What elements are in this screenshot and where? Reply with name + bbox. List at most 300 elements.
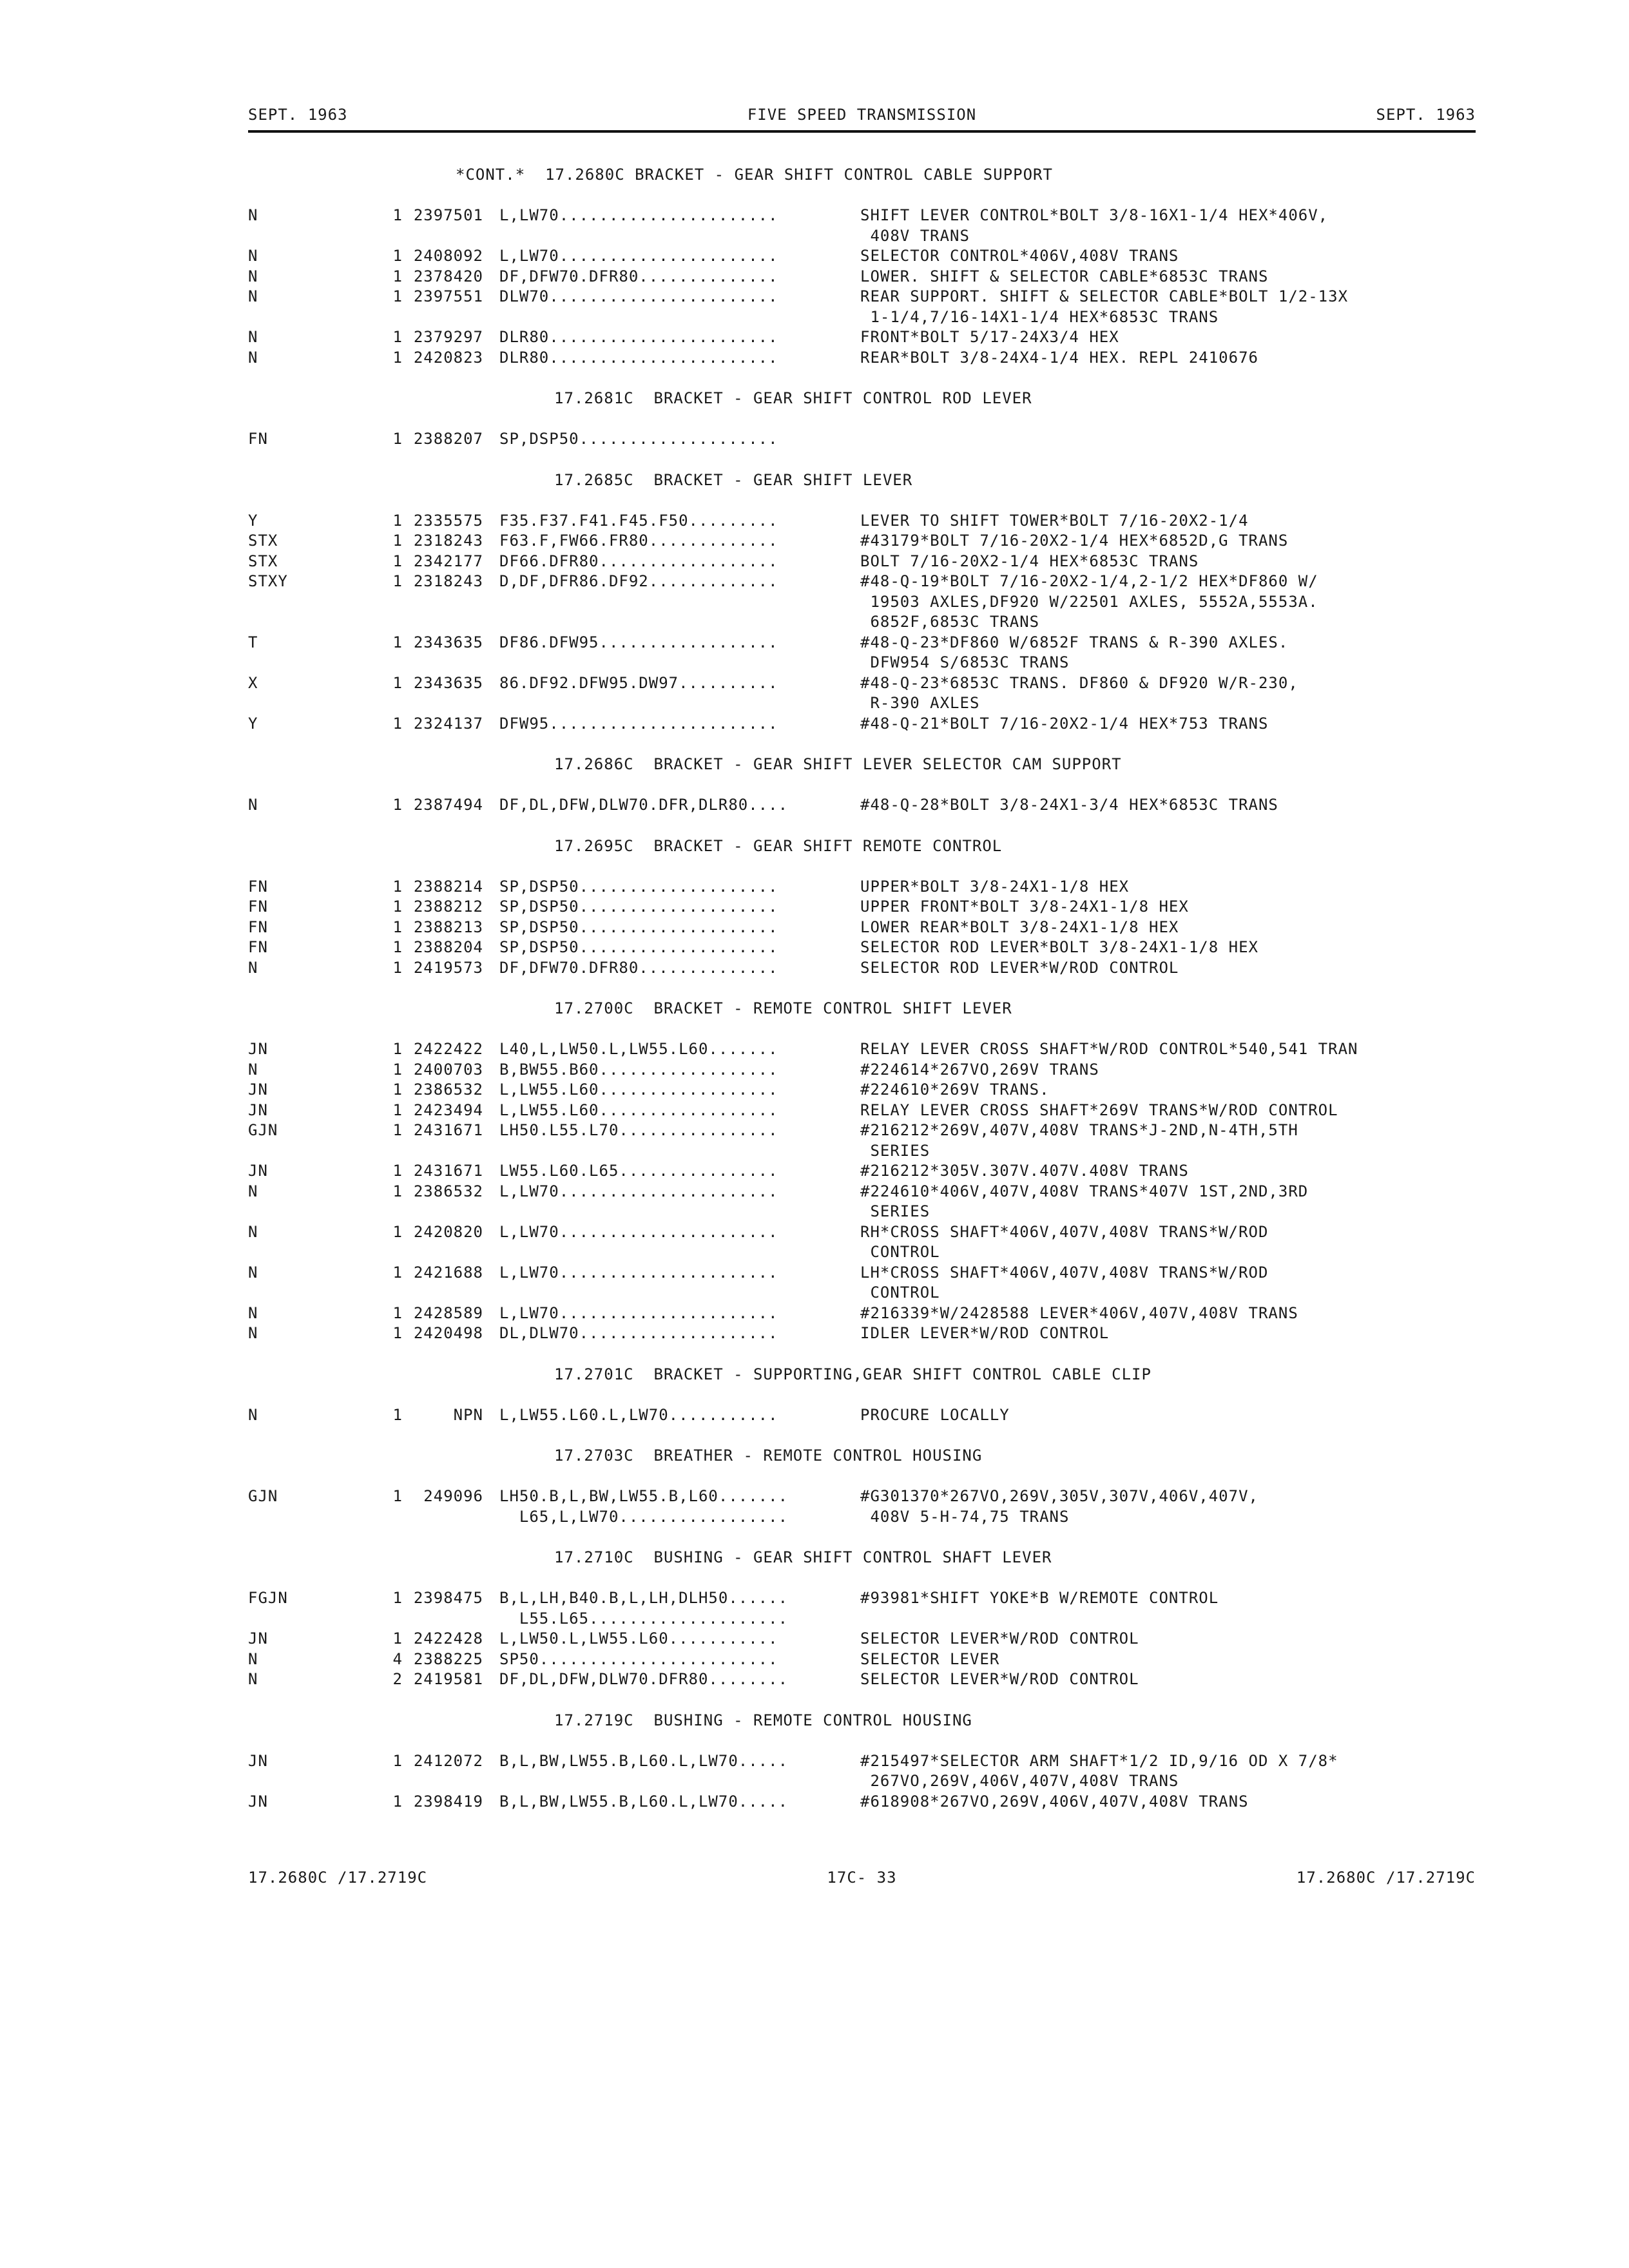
- part-number: 2388204: [413, 938, 483, 956]
- part-number: [403, 1507, 483, 1528]
- part-number: 2343635: [413, 673, 483, 692]
- part-description: LOWER REAR*BOLT 3/8-24X1-1/8 HEX: [860, 918, 1179, 936]
- part-number: 2419581: [413, 1670, 483, 1688]
- part-number: 2400703: [413, 1060, 483, 1079]
- model-list: DLR80.......................: [499, 348, 778, 367]
- part-row-continuation: [248, 693, 1476, 714]
- part-number: 2342177: [413, 552, 483, 570]
- model-list: DF,DFW70.DFR80..............: [499, 267, 778, 285]
- part-row-continuation: [248, 307, 1476, 328]
- part-row: [248, 287, 1476, 307]
- part-description: CONTROL: [860, 1243, 940, 1261]
- part-description: SELECTOR ROD LEVER*W/ROD CONTROL: [860, 958, 1179, 977]
- part-number-blank: [403, 653, 483, 673]
- model-list-blank: [483, 307, 860, 328]
- part-description: FRONT*BOLT 5/17-24X3/4 HEX: [860, 328, 1119, 346]
- part-number: 2421688: [413, 1263, 483, 1282]
- usage-code: JN: [248, 1792, 268, 1811]
- part-row: [248, 1161, 1476, 1182]
- model-list: D,DF,DFR86.DF92.............: [499, 572, 778, 590]
- usage-code: Y: [248, 714, 258, 733]
- usage-code: T: [248, 633, 258, 651]
- part-description: SELECTOR LEVER*W/ROD CONTROL: [860, 1670, 1139, 1688]
- part-number-blank: [403, 226, 483, 247]
- quantity: 1: [392, 1100, 403, 1119]
- part-row: [248, 1649, 1476, 1670]
- quantity-blank: [383, 1202, 403, 1222]
- part-description: RH*CROSS SHAFT*406V,407V,408V TRANS*W/ROD: [860, 1222, 1269, 1241]
- section-spacer: [248, 1690, 1476, 1711]
- part-description: #93981*SHIFT YOKE*B W/REMOTE CONTROL: [860, 1589, 1219, 1607]
- catalog-section: [248, 1711, 1476, 1833]
- model-list: DLW70.......................: [499, 287, 778, 305]
- usage-code-blank: [248, 1771, 383, 1792]
- usage-code: N: [248, 1263, 258, 1282]
- quantity: 1: [392, 918, 403, 936]
- part-number: 2388213: [413, 918, 483, 936]
- model-list: SP,DSP50....................: [499, 430, 778, 448]
- model-list: B,L,BW,LW55.B,L60.L,LW70.....: [499, 1792, 789, 1811]
- model-list: F35.F37.F41.F45.F50.........: [499, 511, 778, 530]
- model-list: DFW95.......................: [499, 714, 778, 733]
- part-description: PROCURE LOCALLY: [860, 1405, 1010, 1424]
- part-number: 2386532: [413, 1081, 483, 1099]
- part-row: [248, 1669, 1476, 1690]
- part-row: [248, 1507, 1476, 1528]
- usage-code: [248, 1609, 383, 1629]
- part-row: [248, 958, 1476, 979]
- quantity: 1: [392, 430, 403, 448]
- part-row: [248, 1303, 1476, 1324]
- model-list-blank: [483, 693, 860, 714]
- part-description: #224610*269V TRANS.: [860, 1081, 1050, 1099]
- part-description: #224610*406V,407V,408V TRANS*407V 1ST,2ND,3RD: [860, 1182, 1309, 1200]
- part-row-continuation: [248, 1141, 1476, 1162]
- part-description: #224614*267VO,269V TRANS: [860, 1060, 1099, 1079]
- usage-code: JN: [248, 1751, 268, 1770]
- usage-code: N: [248, 796, 258, 814]
- model-list: DLR80.......................: [499, 328, 778, 346]
- quantity-blank: [383, 653, 403, 673]
- model-list: L55.L65....................: [499, 1609, 789, 1628]
- model-list: DF66.DFR80..................: [499, 552, 778, 570]
- usage-code: [248, 1507, 383, 1528]
- usage-code: N: [248, 267, 258, 285]
- usage-code: STXY: [248, 572, 288, 590]
- part-description: #216212*305V.307V.407V.408V TRANS: [860, 1162, 1189, 1180]
- part-description: R-390 AXLES: [860, 694, 980, 712]
- part-description: #48-Q-19*BOLT 7/16-20X2-1/4,2-1/2 HEX*DF860 W/: [860, 572, 1318, 590]
- quantity: 1: [392, 633, 403, 651]
- part-number: 249096: [423, 1487, 483, 1505]
- usage-code-blank: [248, 226, 383, 247]
- quantity: [383, 1609, 403, 1629]
- model-list: DL,DLW70....................: [499, 1324, 778, 1342]
- part-row: [248, 1039, 1476, 1060]
- model-list: DF86.DFW95..................: [499, 633, 778, 651]
- model-list: L65,L,LW70.................: [499, 1507, 789, 1526]
- part-description: UPPER*BOLT 3/8-24X1-1/8 HEX: [860, 877, 1130, 896]
- part-number: 2431671: [413, 1121, 483, 1139]
- quantity-blank: [383, 1242, 403, 1263]
- usage-code: FN: [248, 430, 268, 448]
- part-number: 2431671: [413, 1162, 483, 1180]
- quantity: 1: [392, 1792, 403, 1811]
- quantity: 1: [392, 1040, 403, 1058]
- part-description: RELAY LEVER CROSS SHAFT*269V TRANS*W/ROD CONTROL: [860, 1100, 1338, 1119]
- section-title: 17.2685C BRACKET - GEAR SHIFT LEVER: [554, 470, 913, 489]
- quantity: 1: [392, 1121, 403, 1139]
- model-list: L,LW70......................: [499, 1222, 778, 1241]
- part-description: #48-Q-28*BOLT 3/8-24X1-3/4 HEX*6853C TRANS: [860, 796, 1278, 814]
- part-row: [248, 552, 1476, 572]
- quantity: 1: [392, 958, 403, 977]
- part-number: 2388207: [413, 430, 483, 448]
- usage-code: N: [248, 206, 258, 224]
- part-number: 2388225: [413, 1649, 483, 1668]
- model-list: L,LW70......................: [499, 1263, 778, 1282]
- quantity: 1: [392, 1324, 403, 1342]
- part-description: SERIES: [860, 1141, 930, 1160]
- catalog-section: [248, 1446, 1476, 1548]
- part-row: [248, 327, 1476, 348]
- quantity: 1: [392, 1222, 403, 1241]
- part-number: 2428589: [413, 1303, 483, 1322]
- part-row: [248, 1100, 1476, 1121]
- section-title: 17.2703C BREATHER - REMOTE CONTROL HOUSING: [554, 1446, 983, 1465]
- part-number: 2423494: [413, 1100, 483, 1119]
- usage-code: N: [248, 1060, 258, 1079]
- part-number-blank: [403, 693, 483, 714]
- section-spacer: [248, 1812, 1476, 1832]
- part-description: LEVER TO SHIFT TOWER*BOLT 7/16-20X2-1/4: [860, 511, 1249, 530]
- part-description: LH*CROSS SHAFT*406V,407V,408V TRANS*W/ROD: [860, 1263, 1269, 1282]
- part-description: BOLT 7/16-20X2-1/4 HEX*6853C TRANS: [860, 552, 1199, 570]
- part-description: LOWER. SHIFT & SELECTOR CABLE*6853C TRANS: [860, 267, 1269, 285]
- part-number-blank: [403, 1202, 483, 1222]
- part-number-blank: [403, 612, 483, 633]
- usage-code: FN: [248, 938, 268, 956]
- section-title: 17.2681C BRACKET - GEAR SHIFT CONTROL ROD LEVER: [554, 389, 1032, 407]
- section-spacer: [248, 734, 1476, 754]
- quantity: 1: [392, 1060, 403, 1079]
- model-list-blank: [483, 592, 860, 613]
- part-number: 2412072: [413, 1751, 483, 1770]
- model-list: SP50........................: [499, 1649, 778, 1668]
- usage-code: JN: [248, 1162, 268, 1180]
- part-description: #G301370*267VO,269V,305V,307V,406V,407V,: [860, 1487, 1258, 1505]
- usage-code: N: [248, 1222, 258, 1241]
- part-description: 19503 AXLES,DF920 W/22501 AXLES, 5552A,5553A.: [860, 592, 1318, 611]
- part-description: [860, 429, 1476, 450]
- part-row: [248, 1629, 1476, 1649]
- part-number: 2318243: [413, 572, 483, 590]
- usage-code-blank: [248, 1242, 383, 1263]
- section-spacer: [248, 368, 1476, 389]
- model-list-blank: [483, 1141, 860, 1162]
- usage-code: N: [248, 1324, 258, 1342]
- usage-code: JN: [248, 1040, 268, 1058]
- section-title: 17.2686C BRACKET - GEAR SHIFT LEVER SELECTOR CAM SUPPORT: [554, 755, 1122, 773]
- header-rule: [248, 130, 1476, 133]
- part-number: 2420823: [413, 348, 483, 367]
- quantity: 1: [392, 511, 403, 530]
- part-description: 6852F,6853C TRANS: [860, 613, 1040, 631]
- quantity: 1: [392, 1303, 403, 1322]
- part-row-continuation: [248, 1242, 1476, 1263]
- footer-range-right: 17.2680C /17.2719C: [1296, 1869, 1476, 1887]
- model-list: DF,DL,DFW,DLW70.DFR80........: [499, 1670, 789, 1688]
- part-description: CONTROL: [860, 1283, 940, 1302]
- model-list-blank: [483, 226, 860, 247]
- part-row: [248, 267, 1476, 287]
- quantity: 1: [392, 1405, 403, 1424]
- model-list: L40,L,LW50.L,LW55.L60.......: [499, 1040, 778, 1058]
- quantity: 1: [392, 1629, 403, 1648]
- quantity: 1: [392, 796, 403, 814]
- model-list: L,LW55.L60..................: [499, 1100, 778, 1119]
- section-title: 17.2710C BUSHING - GEAR SHIFT CONTROL SHAFT LEVER: [554, 1548, 1052, 1566]
- model-list: F63.F,FW66.FR80.............: [499, 532, 778, 550]
- part-description: REAR*BOLT 3/8-24X4-1/4 HEX. REPL 2410676: [860, 348, 1258, 367]
- part-row: [248, 1263, 1476, 1283]
- part-description: #43179*BOLT 7/16-20X2-1/4 HEX*6852D,G TRANS: [860, 532, 1289, 550]
- usage-code: N: [248, 1670, 258, 1688]
- quantity-blank: [383, 612, 403, 633]
- catalog-section: [248, 836, 1476, 999]
- model-list: SP,DSP50....................: [499, 938, 778, 956]
- part-number-blank: [403, 1771, 483, 1792]
- part-number: 2419573: [413, 958, 483, 977]
- usage-code: JN: [248, 1100, 268, 1119]
- quantity: 1: [392, 1263, 403, 1282]
- quantity: 1: [392, 1162, 403, 1180]
- usage-code-blank: [248, 653, 383, 673]
- usage-code: JN: [248, 1081, 268, 1099]
- part-row: [248, 714, 1476, 735]
- part-description: 267VO,269V,406V,407V,408V TRANS: [860, 1772, 1179, 1790]
- catalog-section: [248, 754, 1476, 836]
- part-number: 2379297: [413, 328, 483, 346]
- part-number: 2343635: [413, 633, 483, 651]
- usage-code: N: [248, 348, 258, 367]
- section-title: 17.2701C BRACKET - SUPPORTING,GEAR SHIFT CONTROL CABLE CLIP: [554, 1365, 1152, 1383]
- quantity: 2: [392, 1670, 403, 1688]
- quantity-blank: [383, 226, 403, 247]
- part-description: #48-Q-23*6853C TRANS. DF860 & DF920 W/R-230,: [860, 673, 1298, 692]
- quantity: [383, 1507, 403, 1528]
- part-number: 2398419: [413, 1792, 483, 1811]
- section-spacer: [248, 816, 1476, 836]
- part-description: DFW954 S/6853C TRANS: [860, 653, 1070, 671]
- page-footer: [248, 1869, 1476, 1890]
- part-number: 2387494: [413, 796, 483, 814]
- part-number: 2388212: [413, 898, 483, 916]
- model-list: SP,DSP50....................: [499, 898, 778, 916]
- part-number-blank: [403, 1141, 483, 1162]
- usage-code: Y: [248, 511, 258, 530]
- catalog-section: [248, 999, 1476, 1365]
- quantity-blank: [383, 307, 403, 328]
- usage-code: STX: [248, 532, 278, 550]
- part-row: [248, 1792, 1476, 1812]
- quantity-blank: [383, 592, 403, 613]
- usage-code: STX: [248, 552, 278, 570]
- part-row: [248, 897, 1476, 918]
- part-row: [248, 572, 1476, 592]
- quantity: 1: [392, 287, 403, 305]
- part-number: 2324137: [413, 714, 483, 733]
- model-list: LH50.L55.L70................: [499, 1121, 778, 1139]
- part-description: #216212*269V,407V,408V TRANS*J-2ND,N-4TH,5TH: [860, 1121, 1298, 1139]
- part-number: 2398475: [413, 1589, 483, 1607]
- quantity-blank: [383, 693, 403, 714]
- part-row: [248, 1222, 1476, 1243]
- quantity: 1: [392, 206, 403, 224]
- usage-code: FGJN: [248, 1589, 288, 1607]
- part-description: 1-1/4,7/16-14X1-1/4 HEX*6853C TRANS: [860, 307, 1219, 326]
- page-header: [248, 106, 1476, 128]
- model-list: L,LW70......................: [499, 1182, 778, 1200]
- usage-code: FN: [248, 877, 268, 896]
- section-title: 17.2700C BRACKET - REMOTE CONTROL SHIFT LEVER: [554, 999, 1012, 1017]
- footer-page-number: 17C- 33: [827, 1869, 897, 1887]
- model-list: LW55.L60.L65................: [499, 1162, 778, 1180]
- part-number-blank: [403, 592, 483, 613]
- part-number: [403, 1609, 483, 1629]
- model-list-blank: [483, 653, 860, 673]
- usage-code: N: [248, 1405, 258, 1424]
- model-list: 86.DF92.DFW95.DW97..........: [499, 673, 778, 692]
- model-list: L,LW50.L,LW55.L60...........: [499, 1629, 778, 1648]
- quantity: 1: [392, 877, 403, 896]
- part-description: SELECTOR LEVER*W/ROD CONTROL: [860, 1629, 1139, 1648]
- model-list: SP,DSP50....................: [499, 918, 778, 936]
- model-list-blank: [483, 1283, 860, 1303]
- usage-code: FN: [248, 918, 268, 936]
- part-number: 2397501: [413, 206, 483, 224]
- model-list: B,BW55.B60..................: [499, 1060, 778, 1079]
- part-number: 2388214: [413, 877, 483, 896]
- part-row-continuation: [248, 1283, 1476, 1303]
- section-spacer: [248, 1344, 1476, 1365]
- part-row-continuation: [248, 226, 1476, 247]
- part-description: #216339*W/2428588 LEVER*406V,407V,408V TRANS: [860, 1303, 1298, 1322]
- quantity: 1: [392, 938, 403, 956]
- quantity: 1: [392, 714, 403, 733]
- part-row: [248, 937, 1476, 958]
- quantity: 4: [392, 1649, 403, 1668]
- quantity: 1: [392, 247, 403, 265]
- part-row: [248, 1120, 1476, 1141]
- part-description: SELECTOR LEVER: [860, 1649, 1000, 1668]
- section-spacer: [248, 978, 1476, 999]
- model-list-blank: [483, 612, 860, 633]
- part-row: [248, 511, 1476, 532]
- part-number-blank: [403, 1283, 483, 1303]
- part-row: [248, 1588, 1476, 1609]
- part-description: #48-Q-23*DF860 W/6852F TRANS & R-390 AXLES.: [860, 633, 1289, 651]
- usage-code-blank: [248, 612, 383, 633]
- section-spacer: [248, 1527, 1476, 1548]
- section-spacer: [248, 1425, 1476, 1446]
- section-title: 17.2719C BUSHING - REMOTE CONTROL HOUSING: [554, 1711, 972, 1729]
- usage-code-blank: [248, 1141, 383, 1162]
- quantity: 1: [392, 552, 403, 570]
- part-number: 2335575: [413, 511, 483, 530]
- model-list-blank: [483, 1771, 860, 1792]
- part-description: SELECTOR CONTROL*406V,408V TRANS: [860, 247, 1179, 265]
- part-row: [248, 795, 1476, 816]
- header-date-right: SEPT. 1963: [1376, 106, 1476, 124]
- part-row: [248, 246, 1476, 267]
- part-row-continuation: [248, 612, 1476, 633]
- usage-code: X: [248, 673, 258, 692]
- part-row: [248, 673, 1476, 694]
- parts-listing: [248, 165, 1476, 1832]
- quantity: 1: [392, 328, 403, 346]
- part-number: 2420498: [413, 1324, 483, 1342]
- usage-code: N: [248, 328, 258, 346]
- part-description: REAR SUPPORT. SHIFT & SELECTOR CABLE*BOLT 1/2-13X: [860, 287, 1349, 305]
- quantity: 1: [392, 673, 403, 692]
- usage-code: GJN: [248, 1121, 278, 1139]
- quantity: 1: [392, 898, 403, 916]
- quantity: 1: [392, 532, 403, 550]
- usage-code-blank: [248, 693, 383, 714]
- footer-range-left: 17.2680C /17.2719C: [248, 1869, 428, 1887]
- quantity: 1: [392, 572, 403, 590]
- model-list-blank: [483, 1202, 860, 1222]
- part-row: [248, 1405, 1476, 1426]
- part-row: [248, 1751, 1476, 1772]
- part-description: [860, 1609, 1476, 1629]
- part-description: #215497*SELECTOR ARM SHAFT*1/2 ID,9/16 OD X 7/8*: [860, 1751, 1338, 1770]
- model-list: DF,DL,DFW,DLW70.DFR,DLR80....: [499, 796, 789, 814]
- part-description: 408V 5-H-74,75 TRANS: [860, 1507, 1070, 1526]
- header-title: FIVE SPEED TRANSMISSION: [747, 106, 977, 124]
- section-title: 17.2695C BRACKET - GEAR SHIFT REMOTE CONTROL: [554, 836, 1003, 855]
- usage-code: FN: [248, 898, 268, 916]
- catalog-section: [248, 1365, 1476, 1446]
- model-list: L,LW55.L60..................: [499, 1081, 778, 1099]
- header-date-left: SEPT. 1963: [248, 106, 348, 124]
- model-list: B,L,BW,LW55.B,L60.L,LW70.....: [499, 1751, 789, 1770]
- quantity: 1: [392, 1751, 403, 1770]
- usage-code-blank: [248, 1202, 383, 1222]
- part-row: [248, 206, 1476, 226]
- catalog-section: [248, 1548, 1476, 1711]
- part-description: SERIES: [860, 1202, 930, 1220]
- part-number: 2318243: [413, 532, 483, 550]
- part-number: 2378420: [413, 267, 483, 285]
- part-description: 408V TRANS: [860, 226, 970, 245]
- model-list: L,LW55.L60.L,LW70...........: [499, 1405, 778, 1424]
- usage-code: N: [248, 1303, 258, 1322]
- quantity-blank: [383, 1141, 403, 1162]
- part-number: 2422422: [413, 1040, 483, 1058]
- part-row-continuation: [248, 1771, 1476, 1792]
- part-row: [248, 1182, 1476, 1202]
- part-description: #618908*267VO,269V,406V,407V,408V TRANS: [860, 1792, 1249, 1811]
- section-spacer: [248, 450, 1476, 470]
- usage-code-blank: [248, 307, 383, 328]
- part-row: [248, 429, 1476, 450]
- section-title: *CONT.* 17.2680C BRACKET - GEAR SHIFT CONTROL CABLE SUPPORT: [456, 166, 1053, 184]
- model-list: B,L,LH,B40.B,L,LH,DLH50......: [499, 1589, 789, 1607]
- part-row: [248, 877, 1476, 898]
- model-list: SP,DSP50....................: [499, 877, 778, 896]
